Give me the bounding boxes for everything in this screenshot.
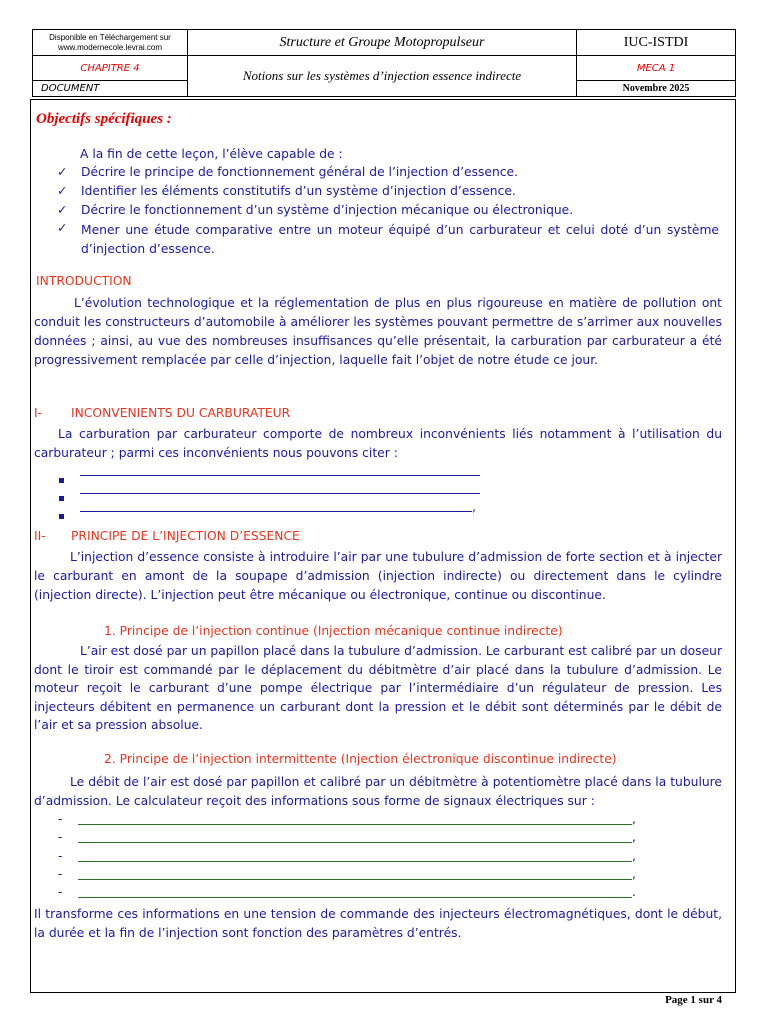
section2-title: PRINCIPE DE L’INJECTION D’ESSENCE: [71, 529, 300, 543]
dash-marker: -: [58, 885, 63, 899]
blank-line: [78, 842, 632, 843]
dash-marker: -: [58, 867, 63, 881]
section2-text: L’injection d’essence consiste à introduire l’air par une tubulure d’admission de forte section et à injecter le carburant en amont de la soupape d’admission (injection indirecte) ou directement dans le cylindre (injection directe). L’injection peut être mécanique ou électronique, continue ou discontinue.: [34, 550, 722, 602]
blank-punct: ,: [632, 849, 636, 863]
blank-line: [78, 861, 632, 862]
blank-punct: ,: [632, 812, 636, 826]
section1-text: La carburation par carburateur comporte de nombreux inconvénients liés notamment à l’utilisation du carburateur ; parmi ces inconvénients nous pouvons citer :: [34, 427, 722, 460]
section1-title: INCONVENIENTS DU CARBURATEUR: [71, 406, 291, 420]
intro-title: INTRODUCTION: [36, 274, 132, 288]
blank-line: [78, 824, 632, 825]
section1-number: I-: [34, 406, 43, 420]
objective-item: Décrire le fonctionnement d’un système d’injection mécanique ou électronique.: [81, 203, 574, 217]
objective-item: Mener une étude comparative entre un moteur équipé d’un carburateur et celui doté d’un système d’injection d’essence.: [81, 223, 719, 256]
blank-line: [80, 511, 472, 512]
bullet-icon: [59, 514, 64, 519]
blank-punct: ,: [632, 830, 636, 844]
dash-marker: -: [58, 830, 63, 844]
check-icon: ✓: [57, 165, 68, 179]
blank-line: [80, 475, 480, 476]
section2-number: II-: [34, 529, 46, 543]
check-icon: ✓: [57, 203, 68, 217]
chapter-label: CHAPITRE 4: [33, 56, 188, 80]
objectives-title: Objectifs spécifiques :: [36, 111, 172, 127]
course-title: Structure et Groupe Motopropulseur: [188, 30, 577, 56]
objective-item: Décrire le principe de fonctionnement général de l’injection d’essence.: [81, 165, 518, 179]
bullet-icon: [59, 496, 64, 501]
subsection1-text: L’air est dosé par un papillon placé dans la tubulure d’admission. Le carburant est calibré par un doseur dont le tiroir est commandé par le déplacement du débitmètre d’air placé dans la tubulure d’admission. Le moteur reçoit le carburant d’une pompe électrique par l’intermédiaire d’un régulateur de pression. Les injecteurs débitent en permanence un carburant dont la pression et le débit sont déterminés par le débit de l’air et sa pression absolue.: [34, 644, 722, 732]
blank-punct: ,: [472, 500, 476, 514]
blank-punct: ,: [632, 867, 636, 881]
intro-text: L’évolution technologique et la réglementation de plus en plus rigoureuse en matière de pollution ont conduit les constructeurs d’automobile à améliorer les systèmes pouvant permettre de s’arrimer aux nouvelles données ; ainsi, au vue des nombreuses insuffisances qu’elle présentait, la carburation par carburateur a été progressivement remplacée par celle d’injection, laquelle fait l’objet de notre étude ce jour.: [34, 296, 722, 367]
doc-date: Novembre 2025: [577, 80, 736, 96]
lesson-title: Notions sur les systèmes d’injection essence indirecte: [188, 56, 577, 97]
page-number: Page 1 sur 4: [665, 994, 722, 1006]
institution: IUC-ISTDI: [577, 30, 736, 56]
download-line-2: www.modernecole.levrai.com: [57, 42, 163, 52]
subsection2-text: Le débit de l’air est dosé par papillon et calibré par un débitmètre à potentiomètre placé dans la tubulure d’admission. Le calculateur reçoit des informations sous forme de signaux électriques sur :: [34, 775, 722, 808]
blank-line: [80, 493, 480, 494]
blank-line: [78, 897, 632, 898]
closing-text: Il transforme ces informations en une tension de commande des injecteurs électromagnétiques, dont le début, la durée et la fin de l’injection sont fonction des paramètres d’entrés.: [34, 907, 722, 940]
subsection1-title: 1. Principe de l’injection continue (Injection mécanique continue indirecte): [104, 624, 563, 638]
doc-type: DOCUMENT: [33, 80, 188, 96]
download-line-1: Disponible en Téléchargement sur: [49, 32, 171, 42]
level-label: MECA 1: [577, 56, 736, 80]
objectives-intro: A la fin de cette leçon, l’élève capable de :: [80, 147, 343, 161]
dash-marker: -: [58, 812, 63, 826]
subsection2-title: 2. Principe de l’injection intermittente (Injection électronique discontinue indirecte): [104, 752, 617, 766]
check-icon: ✓: [57, 221, 68, 235]
check-icon: ✓: [57, 184, 68, 198]
blank-punct: .: [632, 885, 636, 899]
dash-marker: -: [58, 849, 63, 863]
bullet-icon: [59, 478, 64, 483]
objective-item: Identifier les éléments constitutifs d’un système d’injection d’essence.: [81, 184, 516, 198]
blank-line: [78, 879, 632, 880]
